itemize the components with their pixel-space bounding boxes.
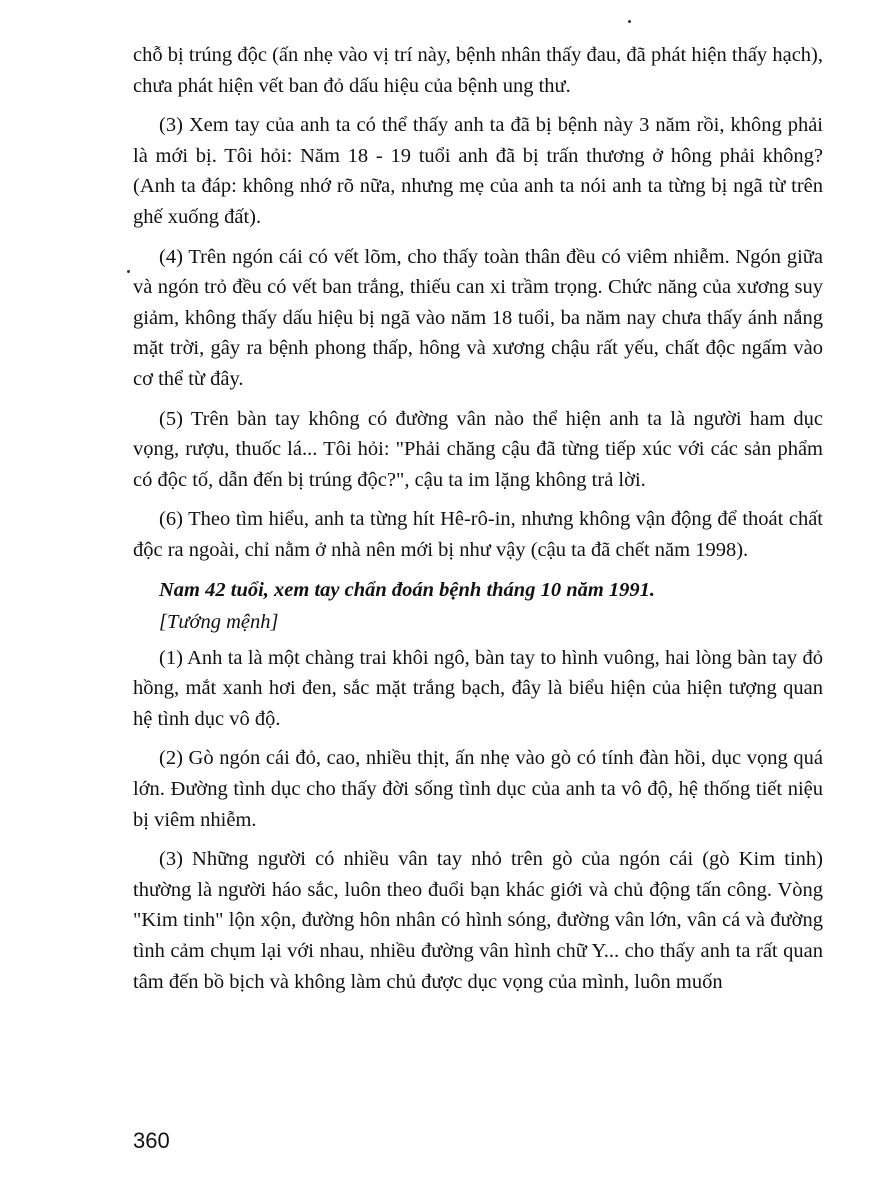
scan-speck [628,20,631,23]
paragraph-2: (2) Gò ngón cái đỏ, cao, nhiều thịt, ấn nhẹ vào gò có tính đàn hồi, dục vọng quá lớn. Đường tình dục cho thấy đời sống tình dục của anh ta vô độ, hệ thống tiết niệu bị viêm nhiễm. [133,747,823,831]
paragraph-6: (6) Theo tìm hiểu, anh ta từng hít Hê-rô-in, nhưng không vận động để thoát chất độc ra ngoài, chỉ nằm ở nhà nên mới bị như vậy (cậu ta đã chết năm 1998). [133,508,823,561]
paragraph-3b: (3) Những người có nhiều vân tay nhỏ trên gò của ngón cái (gò Kim tinh) thường là người háo sắc, luôn theo đuổi bạn khác giới và chủ động tấn công. Vòng "Kim tinh" lộn xộn, đường hôn nhân có hình sóng, đường vân lớn, vân cá và đường tình cảm chụm lại với nhau, nhiều đường vân hình chữ Y... cho thấy anh ta rất quan tâm đến bồ bịch và không làm chủ được dục vọng của mình, luôn muốn [133,848,823,993]
paragraph-continuation: chỗ bị trúng độc (ấn nhẹ vào vị trí này, bệnh nhân thấy đau, đã phát hiện thấy hạch), chưa phát hiện vết ban đỏ dấu hiệu của bệnh ung thư. [133,44,823,97]
case-heading: Nam 42 tuổi, xem tay chẩn đoán bệnh tháng 10 năm 1991. [159,578,656,601]
paragraph-1: (1) Anh ta là một chàng trai khôi ngô, bàn tay to hình vuông, hai lòng bàn tay đỏ hồng, mắt xanh hơi đen, sắc mặt trắng bạch, đây là biểu hiện của hiện tượng quan hệ tình dục vô độ. [133,646,823,730]
section-subheading: [Tướng mệnh] [159,611,279,634]
paragraph-3: (3) Xem tay của anh ta có thể thấy anh ta đã bị bệnh này 3 năm rồi, không phải là mới bị. Tôi hỏi: Năm 18 - 19 tuổi anh đã bị trấn thương ở hông phải không? (Anh ta đáp: không nhớ rõ nữa, nhưng mẹ của anh ta nói anh ta từng bị ngã từ trên ghế xuống đất). [133,114,823,228]
body-text [133,40,823,1006]
paragraph-5: (5) Trên bàn tay không có đường vân nào thể hiện anh ta là người ham dục vọng, rượu, thuốc lá... Tôi hỏi: "Phải chăng cậu đã từng tiếp xúc với các sản phẩm có độc tố, dẫn đến bị trúng độc?", cậu ta im lặng không trả lời. [133,407,823,491]
scan-speck [127,270,130,273]
page-number: 360 [133,1128,170,1153]
paragraph-4: (4) Trên ngón cái có vết lõm, cho thấy toàn thân đều có viêm nhiễm. Ngón giữa và ngón trỏ đều có vết ban trắng, thiếu can xi trầm trọng. Chức năng của xương suy giảm, không thấy dấu hiệu bị ngã vào năm 18 tuổi, ba năm nay chưa thấy ánh nắng mặt trời, gây ra bệnh phong thấp, hông và xương chậu rất yếu, chất độc ngấm vào cơ thể từ đây. [133,245,823,390]
